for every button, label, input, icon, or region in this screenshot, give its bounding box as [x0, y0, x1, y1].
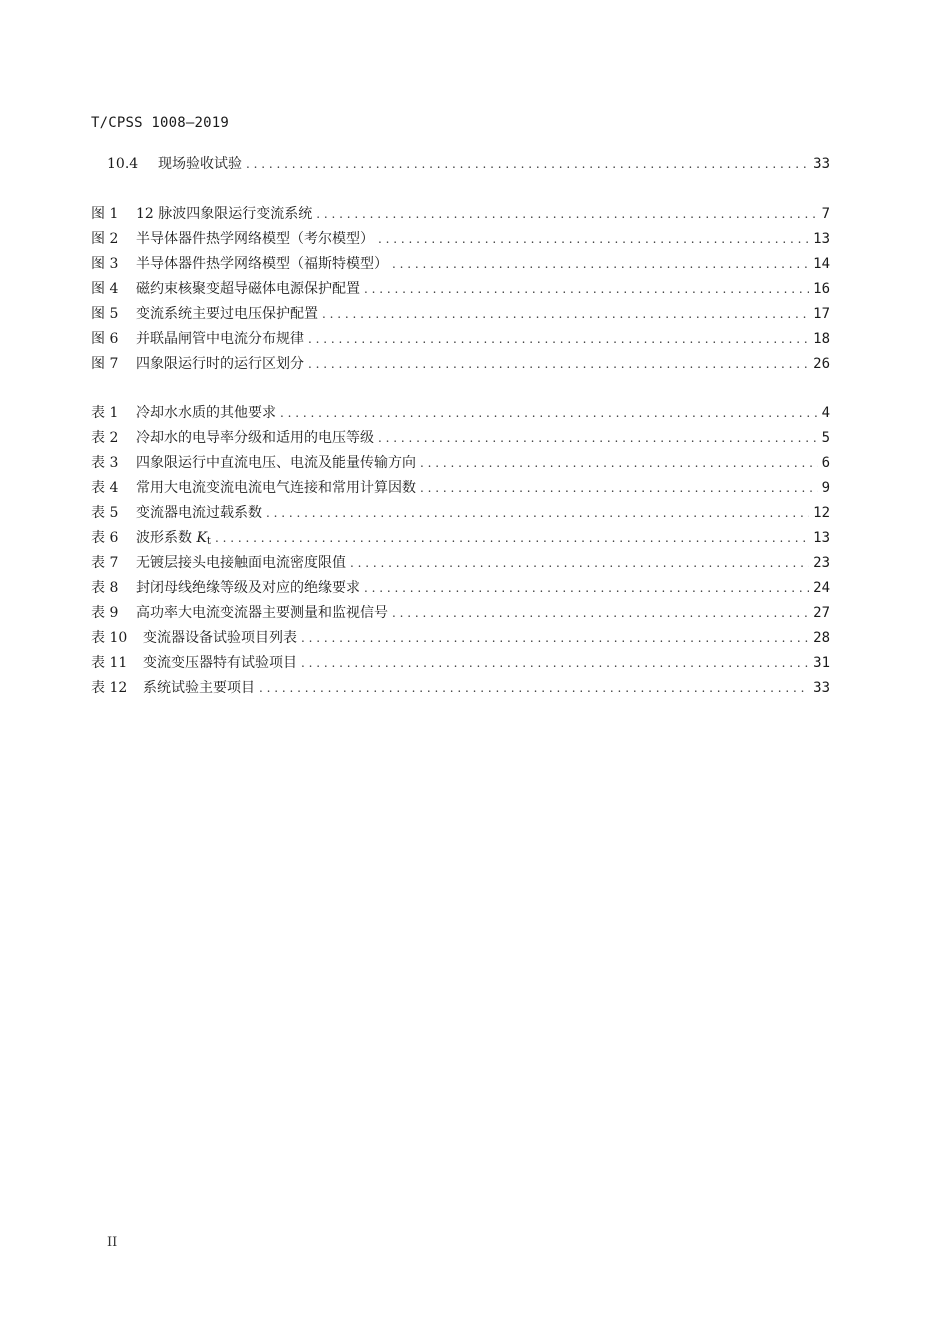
- table-number: 表 6: [91, 530, 119, 546]
- toc-table-entry[interactable]: [91, 476, 830, 501]
- toc-table-entry[interactable]: [91, 501, 830, 526]
- table-page: 24: [813, 580, 830, 596]
- dot-leader: [316, 202, 817, 227]
- table-number: 表 8: [91, 580, 119, 596]
- figure-title: 变流系统主要过电压保护配置: [136, 306, 318, 322]
- table-page: 12: [813, 505, 830, 521]
- dot-leader: [378, 227, 809, 252]
- table-title-text: 波形系数: [136, 530, 197, 546]
- figure-page: 13: [813, 231, 830, 247]
- table-title: 封闭母线绝缘等级及对应的绝缘要求: [136, 580, 360, 596]
- dot-leader: [246, 152, 809, 177]
- figure-page: 7: [821, 206, 830, 222]
- toc-table-entry[interactable]: [91, 426, 830, 451]
- figure-page: 14: [813, 256, 830, 272]
- toc-table-entry[interactable]: [91, 601, 830, 626]
- dot-leader: [350, 551, 809, 576]
- table-number: 表 10: [91, 630, 128, 646]
- dot-leader: [266, 501, 809, 526]
- figure-number: 图 2: [91, 231, 119, 247]
- dot-leader: [308, 352, 809, 377]
- table-number: 表 4: [91, 480, 119, 496]
- table-number: 表 12: [91, 680, 128, 696]
- toc-table-entry[interactable]: [91, 676, 830, 701]
- table-title: 系统试验主要项目: [143, 680, 255, 696]
- toc-figure-entry[interactable]: [91, 277, 830, 302]
- figure-number: 图 6: [91, 331, 119, 347]
- dot-leader: [364, 277, 809, 302]
- toc-table-entry[interactable]: [91, 651, 830, 676]
- table-page: 9: [821, 480, 830, 496]
- table-number: 表 2: [91, 430, 119, 446]
- table-page: 33: [813, 680, 830, 696]
- toc-table-entry[interactable]: [91, 451, 830, 476]
- dot-leader: [280, 401, 818, 426]
- table-title: [136, 526, 211, 554]
- page-number-footer: II: [107, 1235, 118, 1250]
- table-title: 无镀层接头电接触面电流密度限值: [136, 555, 346, 571]
- table-number: 表 3: [91, 455, 119, 471]
- table-number: 表 7: [91, 555, 119, 571]
- dot-leader: [392, 601, 809, 626]
- figure-title: 并联晶闸管中电流分布规律: [136, 331, 304, 347]
- formula-subscript: t: [206, 536, 211, 547]
- figure-title: 半导体器件热学网络模型（福斯特模型）: [136, 256, 388, 272]
- table-title: 高功率大电流变流器主要测量和监视信号: [136, 605, 388, 621]
- figure-page: 18: [813, 331, 830, 347]
- toc-figure-entry[interactable]: [91, 227, 830, 252]
- toc-entry[interactable]: [91, 152, 830, 177]
- toc-entry-page: 33: [813, 156, 830, 172]
- toc-table-entry[interactable]: [91, 401, 830, 426]
- toc-figure-entry[interactable]: [91, 252, 830, 277]
- figure-title: 12 脉波四象限运行变流系统: [136, 206, 313, 222]
- table-page: 6: [821, 455, 830, 471]
- table-number: 表 9: [91, 605, 119, 621]
- toc-table-entry[interactable]: [91, 576, 830, 601]
- figure-number: 图 3: [91, 256, 119, 272]
- table-page: 28: [813, 630, 830, 646]
- figure-title: 磁约束核聚变超导磁体电源保护配置: [136, 281, 360, 297]
- figure-number: 图 5: [91, 306, 119, 322]
- figure-title: 四象限运行时的运行区划分: [136, 356, 304, 372]
- figure-number: 图 4: [91, 281, 119, 297]
- table-page: 27: [813, 605, 830, 621]
- dot-leader: [259, 676, 809, 701]
- table-page: 5: [821, 430, 830, 446]
- table-page: 23: [813, 555, 830, 571]
- toc-table-entry[interactable]: [91, 626, 830, 651]
- table-title: 变流变压器特有试验项目: [143, 655, 297, 671]
- table-page: 13: [813, 530, 830, 546]
- toc-entry-number: 10.4: [107, 156, 139, 172]
- toc-table-entry[interactable]: [91, 551, 830, 576]
- dot-leader: [322, 302, 809, 327]
- table-title: 变流器设备试验项目列表: [143, 630, 297, 646]
- table-number: 表 1: [91, 405, 119, 421]
- table-title: 变流器电流过载系数: [136, 505, 262, 521]
- table-number: 表 5: [91, 505, 119, 521]
- figure-title: 半导体器件热学网络模型（考尔模型）: [136, 231, 374, 247]
- toc-figure-entry[interactable]: [91, 302, 830, 327]
- toc-figure-entry[interactable]: [91, 202, 830, 227]
- toc-figure-entry[interactable]: [91, 352, 830, 377]
- figure-page: 16: [813, 281, 830, 297]
- document-id-header: T/CPSS 1008—2019: [91, 115, 230, 131]
- figure-number: 图 7: [91, 356, 119, 372]
- figure-page: 17: [813, 306, 830, 322]
- dot-leader: [215, 526, 809, 551]
- dot-leader: [420, 476, 818, 501]
- dot-leader: [308, 327, 809, 352]
- table-title: 四象限运行中直流电压、电流及能量传输方向: [136, 455, 416, 471]
- dot-leader: [364, 576, 809, 601]
- table-number: 表 11: [91, 655, 128, 671]
- figure-page: 26: [813, 356, 830, 372]
- toc-table-entry[interactable]: [91, 526, 830, 551]
- dot-leader: [301, 651, 809, 676]
- dot-leader: [301, 626, 809, 651]
- table-page: 4: [821, 405, 830, 421]
- toc-figure-entry[interactable]: [91, 327, 830, 352]
- table-page: 31: [813, 655, 830, 671]
- dot-leader: [378, 426, 818, 451]
- formula-symbol: K: [196, 530, 207, 546]
- table-title: 冷却水水质的其他要求: [136, 405, 276, 421]
- figure-number: 图 1: [91, 206, 119, 222]
- toc-entry-title: 现场验收试验: [158, 156, 242, 172]
- table-title: 冷却水的电导率分级和适用的电压等级: [136, 430, 374, 446]
- dot-leader: [420, 451, 818, 476]
- table-title: 常用大电流变流电流电气连接和常用计算因数: [136, 480, 416, 496]
- dot-leader: [392, 252, 809, 277]
